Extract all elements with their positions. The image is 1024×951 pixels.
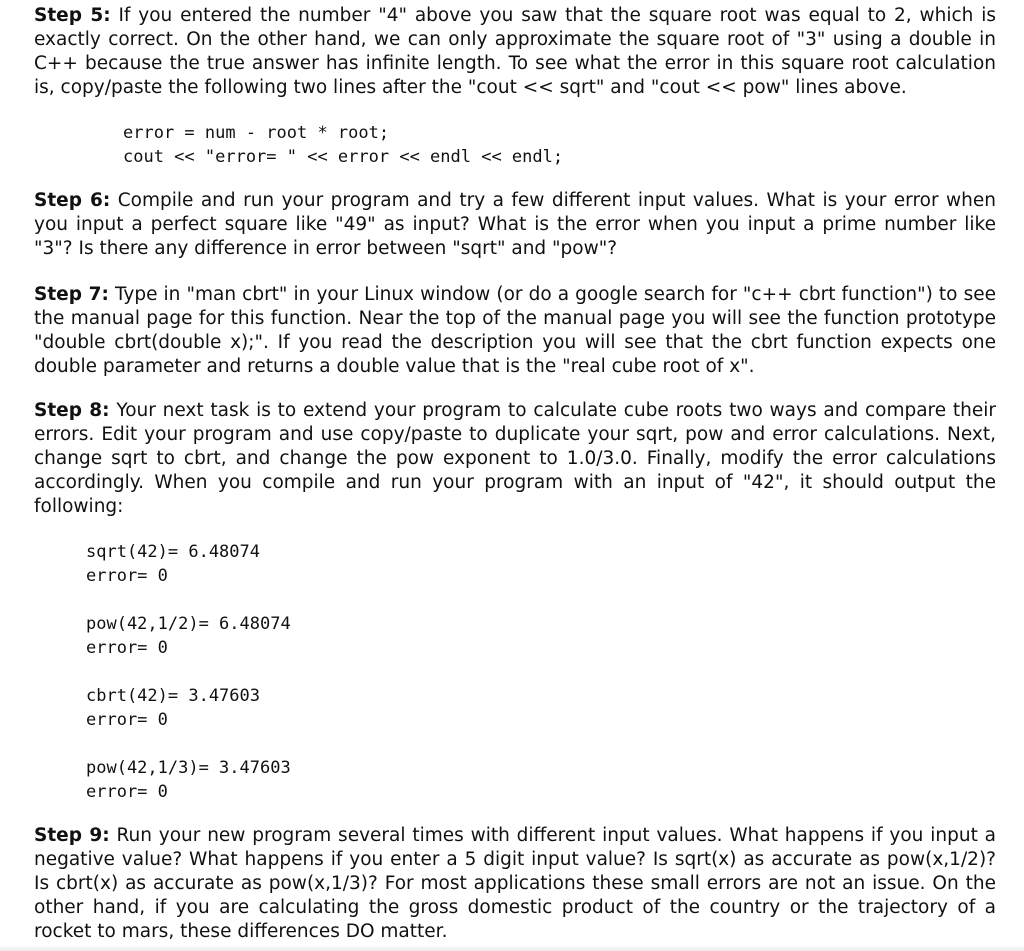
step-9-text: Run your new program several times with different input values. What happens if you input a negative value? What happens if you enter a 5 digit input value? Is sqrt(x) as accurate as pow(x,1/2)? Is cbrt(x) as accurate as pow(x,1/3)? For most applications these small errors are not an issue. On the other hand, if you are calculating the gross domestic product of the country or the trajectory of a rocket to mars, these differences DO matter. — [34, 825, 996, 942]
page-bottom-edge — [0, 945, 1024, 951]
output-error-line: error= 0 — [86, 566, 168, 586]
step-5-paragraph — [34, 4, 996, 100]
step-6-label: Step 6: — [34, 190, 111, 211]
output-block-cbrt — [86, 684, 260, 732]
step-8-paragraph — [34, 399, 996, 519]
output-result-line: pow(42,1/3)= 3.47603 — [86, 758, 291, 778]
step-8-text: Your next task is to extend your program to calculate cube roots two ways and compare their errors. Edit your program and use copy/paste to duplicate your sqrt, pow and error calculations. Next, change sqrt to cbrt, and change the pow exponent to 1.0/3.0. Finally, modify the error calculations accordingly. When you compile and run your program with an input of "42", it should output the following: — [34, 400, 997, 517]
output-result-line: cbrt(42)= 3.47603 — [86, 686, 260, 706]
step-8-label: Step 8: — [34, 400, 110, 421]
code-line-cout-error: cout << "error= " << error << endl << endl; — [123, 147, 564, 167]
step-6-paragraph — [34, 189, 996, 261]
step-9-paragraph — [34, 824, 996, 944]
output-result-line: sqrt(42)= 6.48074 — [86, 542, 260, 562]
step-7-text: Type in "man cbrt" in your Linux window (or do a google search for "c++ cbrt function") to see the manual page for this function. Near the top of the manual page you will see the function prototype "double cbrt(double x);". If you read the description you will see that the cbrt function expects one double parameter and returns a double value that is the "real cube root of x". — [34, 284, 996, 377]
step-5-text: If you entered the number "4" above you saw that the square root was equal to 2, which is exactly correct. On the other hand, we can only approximate the square root of "3" using a double in C++ because the true answer has infinite length. To see what the error in this square root calculation is, copy/paste the following two lines after the "cout << sqrt" and "cout << pow" lines above. — [34, 5, 996, 98]
step-5-code-block — [123, 121, 563, 169]
step-5-label: Step 5: — [34, 5, 111, 26]
step-9-label: Step 9: — [34, 825, 110, 846]
output-block-sqrt — [86, 540, 260, 588]
step-6-text: Compile and run your program and try a few different input values. What is your error when you input a perfect square like "49" as input? What is the error when you input a prime number like "3"? Is there any difference in error between "sqrt" and "pow"? — [34, 190, 996, 259]
output-error-line: error= 0 — [86, 782, 168, 802]
output-error-line: error= 0 — [86, 710, 168, 730]
step-7-label: Step 7: — [34, 284, 109, 305]
step-7-paragraph — [34, 283, 996, 379]
output-error-line: error= 0 — [86, 638, 168, 658]
output-result-line: pow(42,1/2)= 6.48074 — [86, 614, 291, 634]
output-block-pow-half — [86, 612, 291, 660]
code-line-error-calc: error = num - root * root; — [123, 123, 390, 143]
output-block-pow-third — [86, 756, 291, 804]
